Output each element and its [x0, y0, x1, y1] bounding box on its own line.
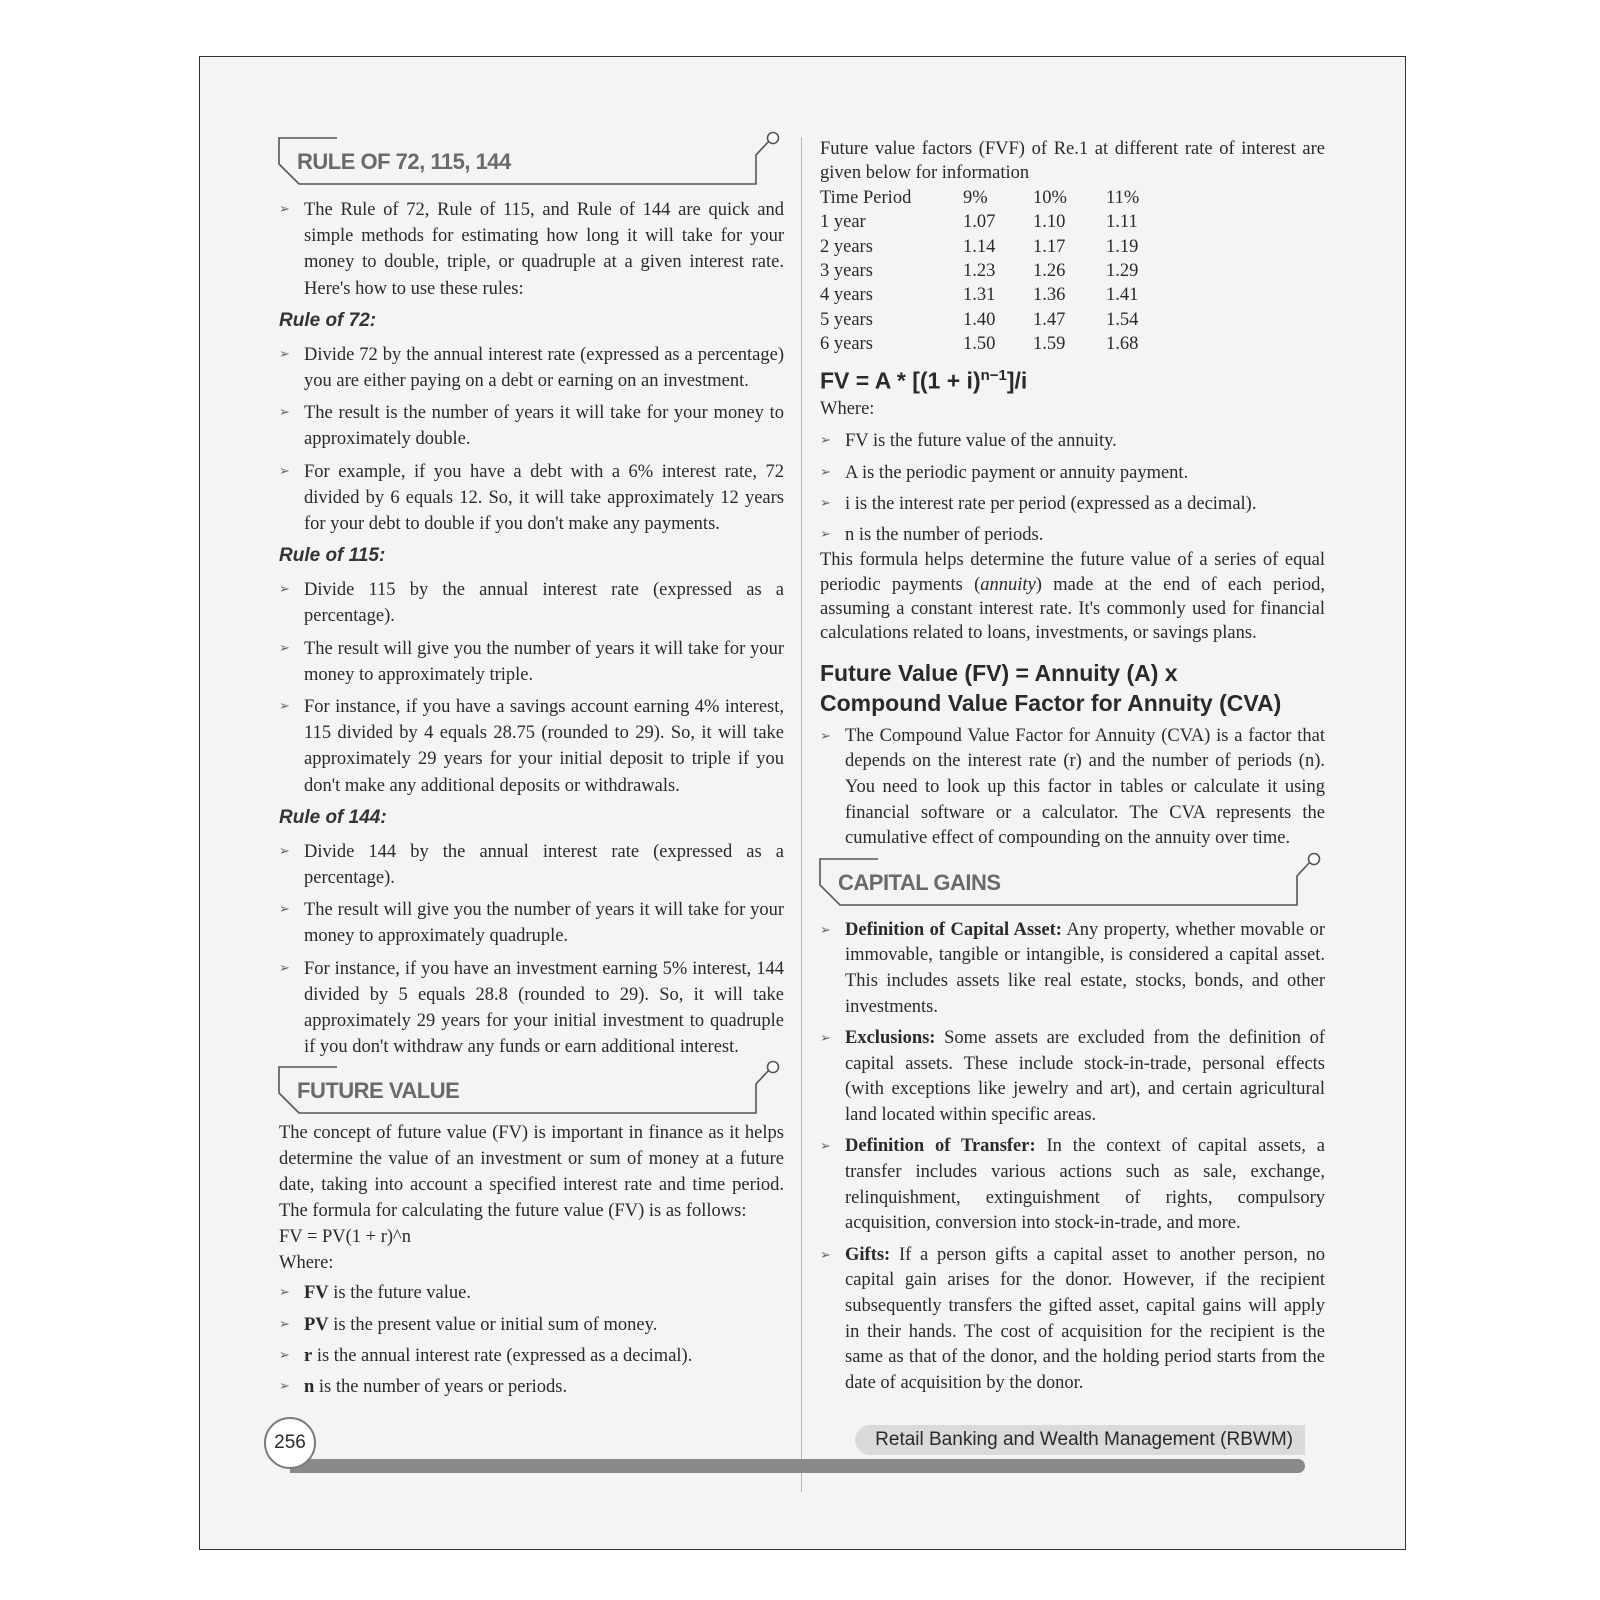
- arrow-bullet-icon: ➢: [820, 728, 831, 744]
- table-row: 4 years 1.31 1.36 1.41: [820, 285, 1139, 306]
- list-item: ➢ PV is the present value or initial sum of money.: [279, 1312, 784, 1338]
- arrow-bullet-icon: ➢: [279, 640, 290, 656]
- page-number: 256: [274, 1432, 306, 1453]
- arrow-bullet-icon: ➢: [820, 1247, 831, 1263]
- arrow-bullet-icon: ➢: [820, 1031, 831, 1047]
- page-number-badge: [264, 1417, 316, 1469]
- section-heading-future-value: [279, 1066, 784, 1112]
- table-header: 11%: [1106, 187, 1140, 208]
- arrow-bullet-icon: ➢: [279, 202, 290, 217]
- capital-gains-list: [820, 918, 1325, 1397]
- arrow-bullet-icon: ➢: [820, 495, 831, 511]
- arrow-bullet-icon: ➢: [279, 1379, 290, 1395]
- arrow-bullet-icon: ➢: [820, 1139, 831, 1155]
- cva-heading: Future Value (FV) = Annuity (A) x Compound Value Factor for Annuity (CVA): [820, 659, 1282, 716]
- list-item: ➢ Definition of Transfer: In the context of capital assets, a transfer includes various actions such as sale, exchange, relinquishment, extinguishment of rights, compulsory acquisition, conversion into stock-in-trade, and more.: [820, 1136, 1325, 1234]
- table-row: 2 years 1.14 1.17 1.19: [820, 236, 1139, 257]
- list-item: ➢ Divide 72 by the annual interest rate (expressed as a percentage) you are either paying on a debt or earning on an investment.: [279, 342, 784, 394]
- table-row: 5 years 1.40 1.47 1.54: [820, 309, 1139, 330]
- list-item: ➢ r is the annual interest rate (expressed as a decimal).: [279, 1343, 784, 1369]
- rule-72-title: Rule of 72:: [279, 309, 377, 331]
- cva-list: [820, 724, 1325, 852]
- book-title: Retail Banking and Wealth Management (RBWM): [875, 1429, 1293, 1450]
- arrow-bullet-icon: ➢: [820, 526, 831, 542]
- list-item: ➢ The result will give you the number of years it will take for your money to approximately triple.: [279, 636, 784, 688]
- footer-title-pill: [855, 1425, 1305, 1455]
- right-column: [820, 137, 1325, 1402]
- list-item: ➢ The result is the number of years it will take for your money to approximately double.: [279, 400, 784, 452]
- rule-115-list: [279, 577, 784, 799]
- list-item: ➢ For instance, if you have a savings account earning 4% interest, 115 divided by 4 equals 28.75 (rounded to 29). So, it will take approximately 29 years for your initial deposit to triple if you don't make any additional deposits or withdrawals.: [279, 694, 784, 799]
- arrow-bullet-icon: ➢: [279, 1347, 290, 1363]
- where-label: Where:: [279, 1253, 334, 1274]
- arrow-bullet-icon: ➢: [279, 405, 290, 421]
- list-item: ➢ FV is the future value.: [279, 1280, 784, 1306]
- annuity-terms-list: [820, 428, 1325, 548]
- table-row: 6 years 1.50 1.59 1.68: [820, 334, 1139, 355]
- table-header: 9%: [963, 187, 988, 208]
- future-value-formula: FV = PV(1 + r)^n: [279, 1227, 411, 1248]
- arrow-bullet-icon: ➢: [279, 1316, 290, 1332]
- left-column: [279, 137, 784, 1405]
- rule-115-title: Rule of 115:: [279, 545, 386, 567]
- list-item: ➢ Divide 115 by the annual interest rate (expressed as a percentage).: [279, 577, 784, 629]
- list-item: ➢ The Compound Value Factor for Annuity (CVA) is a factor that depends on the interest rate (r) and the number of periods (n). You need to look up this factor in tables or calculate it using financial software or a calculator. The CVA represents the cumulative effect of compounding on the annuity over time.: [820, 725, 1325, 849]
- list-item: ➢ A is the periodic payment or annuity payment.: [820, 460, 1325, 486]
- list-item: ➢ n is the number of periods.: [820, 522, 1325, 548]
- arrow-bullet-icon: ➢: [279, 463, 290, 479]
- arrow-bullet-icon: ➢: [279, 843, 290, 859]
- list-item: ➢ Gifts: If a person gifts a capital asset to another person, no capital gain arises for the donor. However, if the recipient subsequently transfers the gifted asset, capital gains will apply in their hands. The cost of acquisition for the recipient is the same as that of the donor, and the holding period starts from the date of acquisition by the donor.: [820, 1244, 1325, 1393]
- arrow-bullet-icon: ➢: [279, 699, 290, 715]
- where-label: Where:: [820, 399, 875, 420]
- section-title: CAPITAL GAINS: [838, 869, 1001, 895]
- arrow-bullet-icon: ➢: [279, 346, 290, 362]
- section-heading-capital-gains: [820, 858, 1325, 904]
- list-item: ➢ The Rule of 72, Rule of 115, and Rule of 144 are quick and simple methods for estimating how long it will take for your money to double, triple, or quadruple at a given interest rate. Here's how to use these rules:: [279, 197, 784, 302]
- arrow-bullet-icon: ➢: [820, 433, 831, 449]
- arrow-bullet-icon: ➢: [279, 1285, 290, 1301]
- fvf-intro: Future value factors (FVF) of Re.1 at different rate of interest are given below for information: [820, 139, 1325, 184]
- table-header: Time Period: [820, 187, 912, 208]
- arrow-bullet-icon: ➢: [820, 464, 831, 480]
- arrow-bullet-icon: ➢: [279, 960, 290, 976]
- list-item: ➢ Definition of Capital Asset: Any property, whether movable or immovable, tangible or intangible, is considered a capital asset. This includes assets like real estate, stocks, bonds, and other investments.: [820, 919, 1325, 1017]
- list-item: ➢ For example, if you have a debt with a 6% interest rate, 72 divided by 6 equals 12. So, it will take approximately 12 years for your debt to double if you don't make any payments.: [279, 459, 784, 538]
- rule-72-list: [279, 342, 784, 537]
- section-heading-rule-of-72: [279, 137, 784, 183]
- fvf-table: [820, 186, 1139, 357]
- arrow-bullet-icon: ➢: [279, 902, 290, 918]
- annuity-formula: FV = $A * [(1 + i)^{n-1}]/i$: [820, 366, 1028, 394]
- annuity-paragraph: This formula helps determine the future value of a series of equal periodic payments (annuity) made at the end of each period, assuming a constant interest rate. It's commonly used for financial calculations related to loans, investments, or savings plans.: [820, 550, 1325, 644]
- list-item: ➢ The result will give you the number of years it will take for your money to approximately quadruple.: [279, 897, 784, 949]
- list-item: ➢ FV is the future value of the annuity.: [820, 428, 1325, 454]
- list-item: ➢ For instance, if you have an investment earning 5% interest, 144 divided by 5 equals 28.8 (rounded to 29). So, it will take approximately 29 years for your initial investment to quadruple if you don't withdraw any funds or earn additional interest.: [279, 956, 784, 1061]
- column-divider: [801, 137, 802, 1492]
- section-title: RULE OF 72, 115, 144: [297, 149, 511, 174]
- table-row: 3 years 1.23 1.26 1.29: [820, 261, 1139, 282]
- table-header: 10%: [1033, 187, 1067, 208]
- fv-terms-list: [279, 1280, 784, 1400]
- future-value-paragraph: The concept of future value (FV) is important in finance as it helps determine the value of an investment or sum of money at a future date, taking into account a specified interest rate and time period. The formula for calculating the future value (FV) is as follows:: [279, 1123, 784, 1222]
- rule-144-list: [279, 839, 784, 1061]
- table-header-row: [820, 186, 1139, 210]
- footer-bar: [290, 1459, 1305, 1473]
- arrow-bullet-icon: ➢: [820, 922, 831, 938]
- list-item: ➢ i is the interest rate per period (expressed as a decimal).: [820, 491, 1325, 517]
- table-row: 1 year 1.07 1.10 1.11: [820, 212, 1138, 233]
- list-item: ➢ n is the number of years or periods.: [279, 1374, 784, 1400]
- page: [199, 56, 1406, 1550]
- intro-list: [279, 197, 784, 302]
- section-title: FUTURE VALUE: [297, 1078, 460, 1104]
- rule-144-title: Rule of 144:: [279, 806, 387, 828]
- arrow-bullet-icon: ➢: [279, 582, 290, 598]
- list-item: ➢ Exclusions: Some assets are excluded from the definition of capital assets. These include stock-in-trade, personal effects (with exceptions like jewelry and art), and certain agricultural land located within specific areas.: [820, 1028, 1325, 1125]
- list-item: ➢ Divide 144 by the annual interest rate (expressed as a percentage).: [279, 839, 784, 891]
